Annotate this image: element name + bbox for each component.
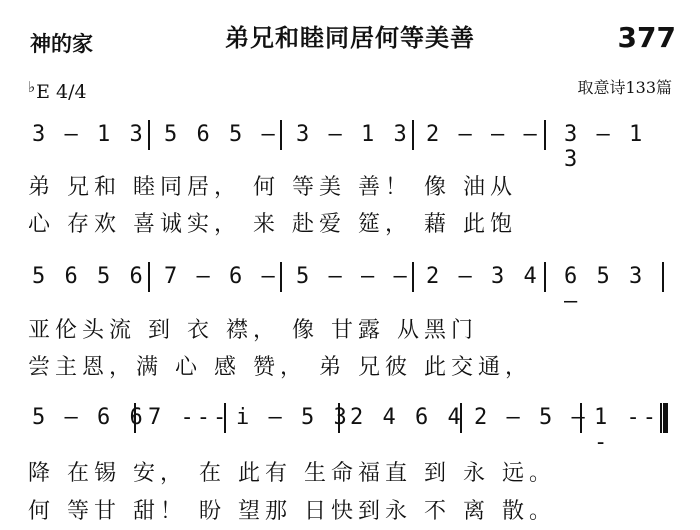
key-signature bbox=[28, 80, 87, 102]
measure: 2 — 3 4 bbox=[426, 264, 540, 289]
barline bbox=[134, 403, 136, 433]
measure: i — 5 3 bbox=[236, 405, 350, 430]
barline bbox=[280, 120, 282, 150]
key-time-label: E 4/4 bbox=[36, 81, 87, 103]
barline bbox=[412, 120, 414, 150]
hymnal-label: 神的家 bbox=[30, 32, 93, 56]
measure: 2 4 6 4 bbox=[350, 405, 464, 430]
measure: 6 5 3 — bbox=[564, 264, 646, 314]
barline bbox=[224, 403, 226, 433]
measure: 5 6 5 6 bbox=[32, 264, 146, 289]
lyric-verse-1: 弟 兄和 睦同居， 何 等美 善！ 像 油从 bbox=[28, 175, 517, 200]
barline bbox=[148, 262, 150, 292]
measure: 5 — — — bbox=[296, 264, 410, 289]
lyric-verse-1: 降 在锡 安， 在 此有 生命福直 到 永 远。 bbox=[28, 461, 556, 486]
measure: 1 --- bbox=[594, 405, 659, 455]
notation-line-1 bbox=[28, 120, 668, 172]
barline bbox=[148, 120, 150, 150]
measure: 3 — 1 3 bbox=[564, 122, 646, 172]
lyric-verse-2: 心 存欢 喜诚实， 来 赴爱 筵， 藉 此饱 bbox=[28, 212, 517, 237]
hymn-number: 377 bbox=[617, 21, 676, 54]
measure: 5 6 5 — bbox=[164, 122, 278, 147]
measure: 3 — 1 3 bbox=[32, 122, 146, 147]
measure: 3 — 1 3 bbox=[296, 122, 410, 147]
barline bbox=[280, 262, 282, 292]
barline bbox=[544, 262, 546, 292]
barline bbox=[412, 262, 414, 292]
lyric-verse-2: 尝主恩，满 心 感 赞， 弟 兄彼 此交通， bbox=[28, 355, 532, 380]
notation-line-2 bbox=[28, 262, 668, 314]
measure: 2 — — — bbox=[426, 122, 540, 147]
hymn-title: 弟兄和睦同居何等美善 bbox=[225, 24, 475, 52]
barline bbox=[460, 403, 462, 433]
measure: 5 — 6 6 bbox=[32, 405, 146, 430]
barline bbox=[544, 120, 546, 150]
flat-sign: ♭ bbox=[28, 78, 36, 96]
measure: 2 — 5 — bbox=[474, 405, 588, 430]
measure: 7 — 6 — bbox=[164, 264, 278, 289]
notation-line-3 bbox=[28, 403, 668, 455]
scripture-source: 取意诗133篇 bbox=[577, 78, 672, 97]
measure: 7 --- bbox=[148, 405, 230, 430]
barline bbox=[662, 262, 664, 292]
lyric-verse-2: 何 等甘 甜！ 盼 望那 日快到永 不 离 散。 bbox=[28, 499, 556, 524]
barline bbox=[580, 403, 582, 433]
final-barline bbox=[660, 403, 668, 433]
lyric-verse-1: 亚伦头流 到 衣 襟， 像 甘露 从黑门 bbox=[28, 318, 478, 343]
barline bbox=[338, 403, 340, 433]
